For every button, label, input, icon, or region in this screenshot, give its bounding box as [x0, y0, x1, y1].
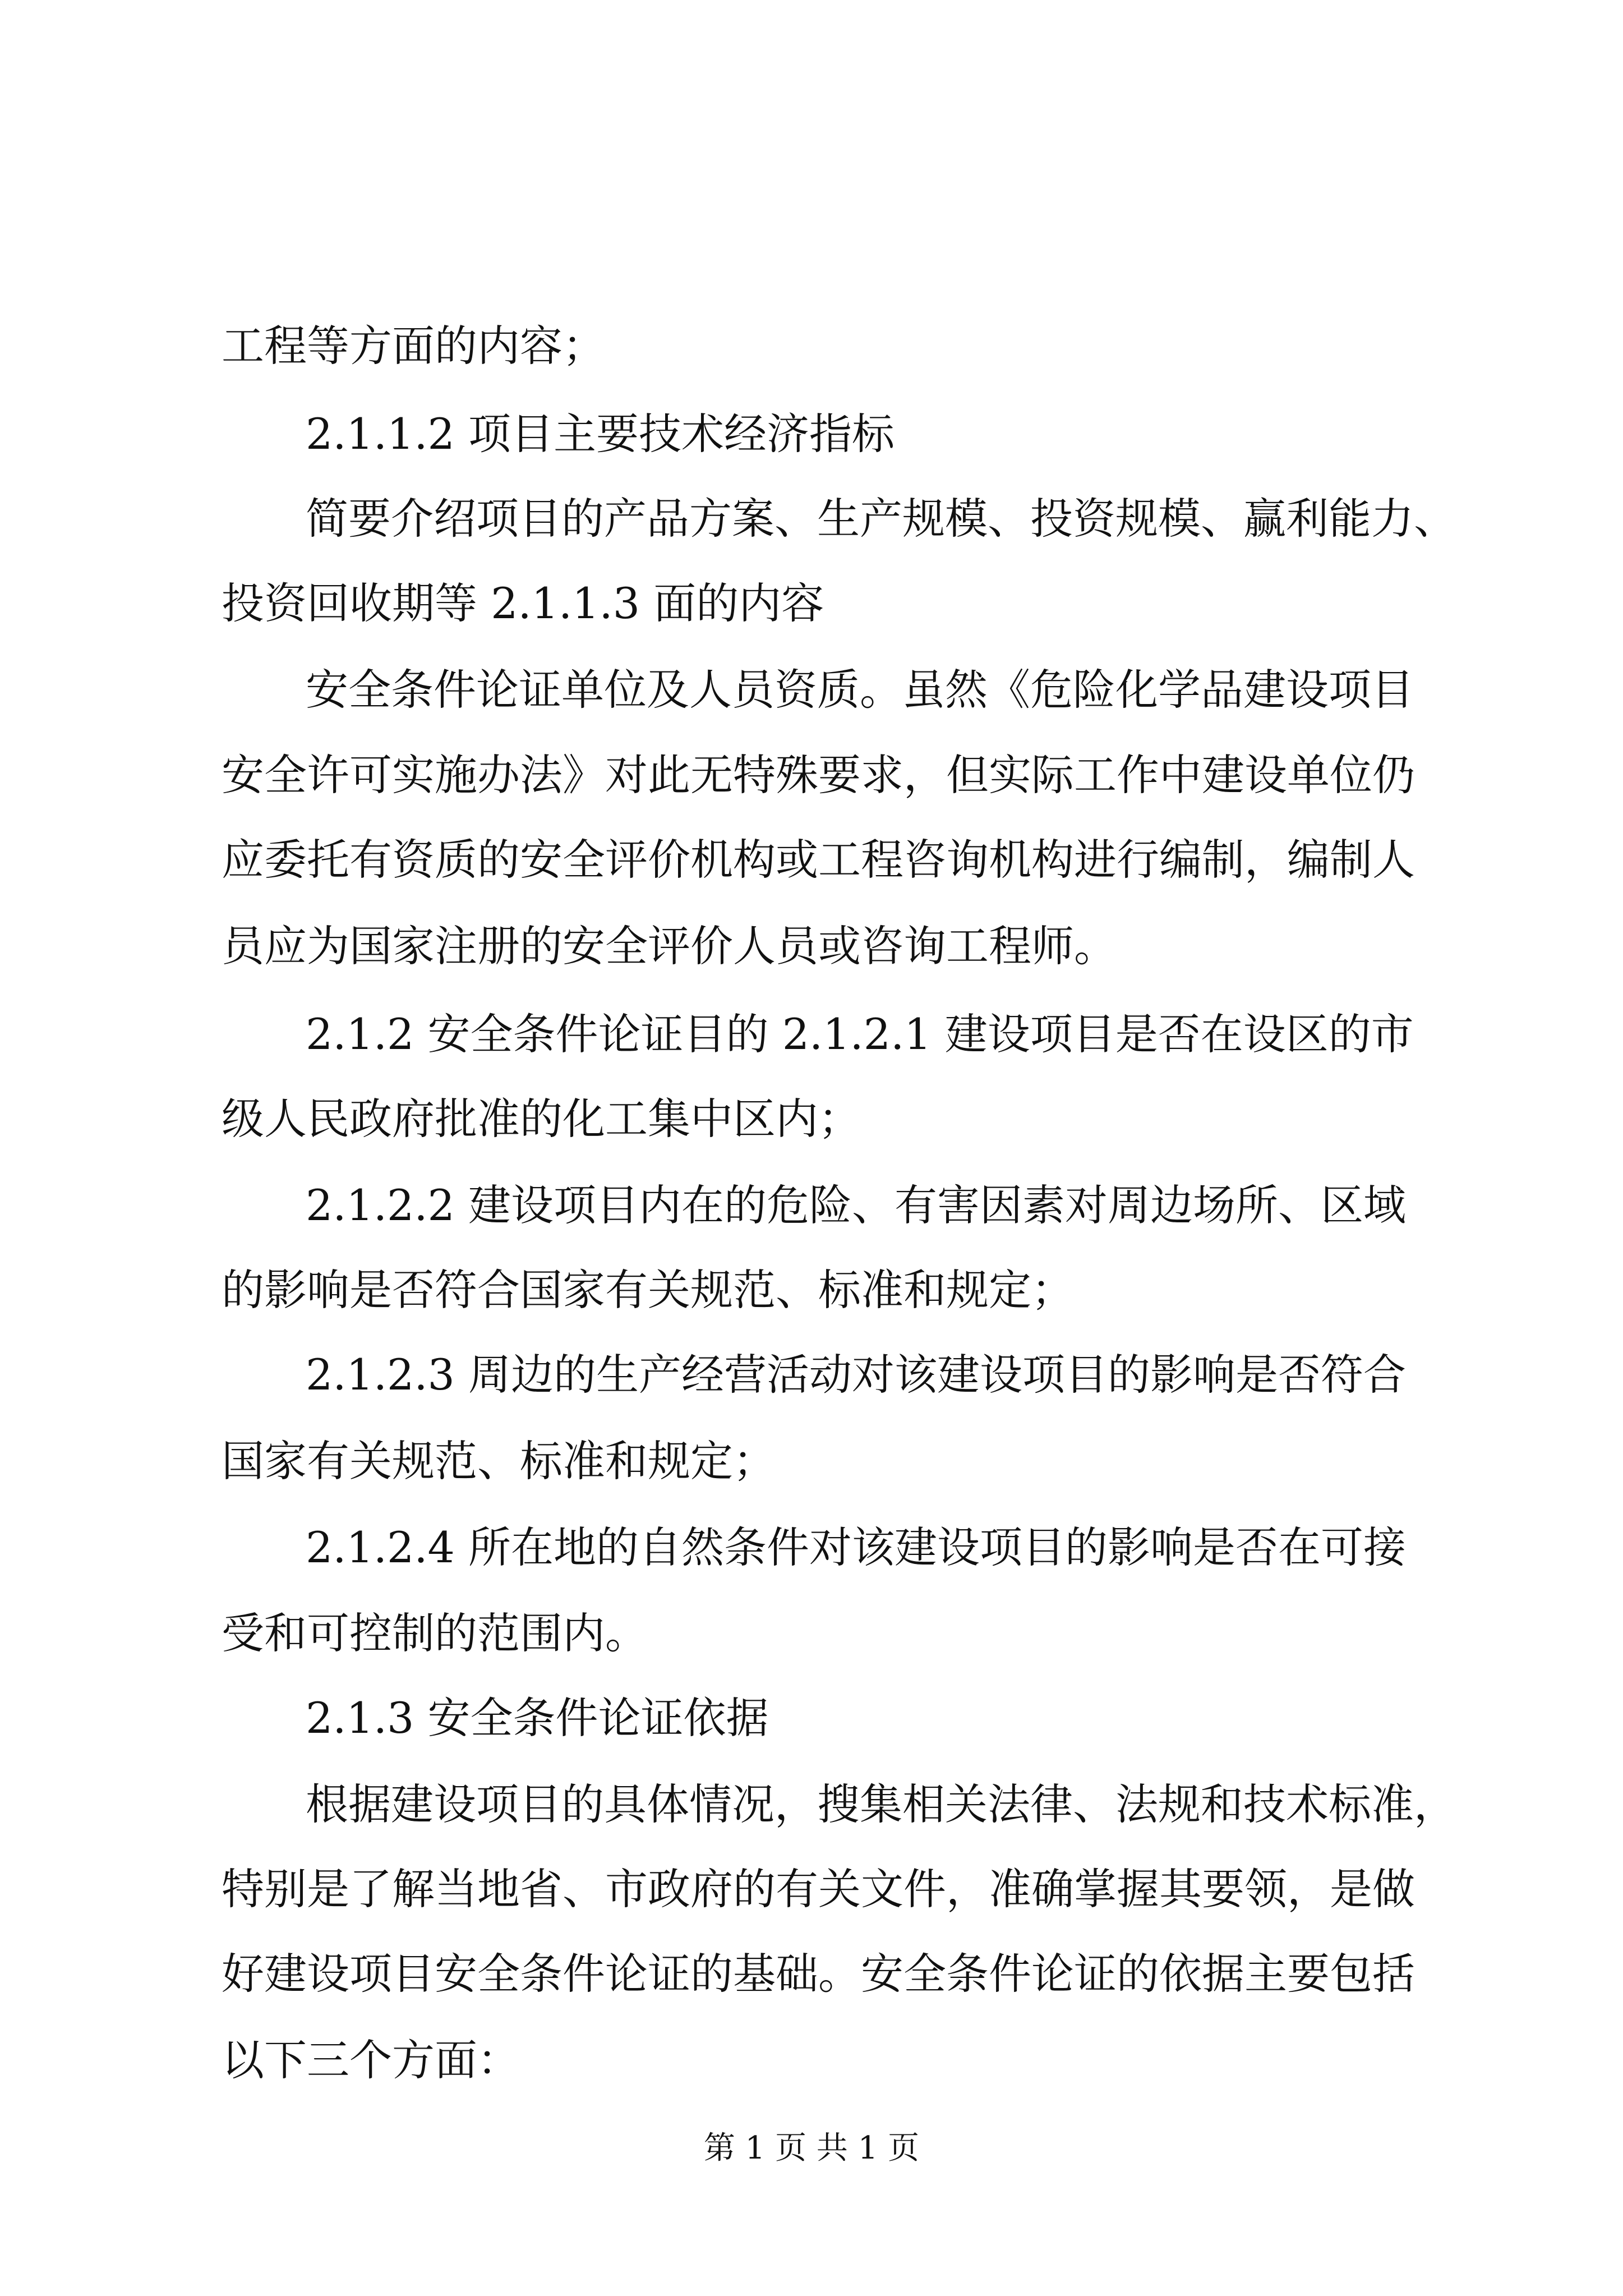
text-line: 国家有关规范、标准和规定；	[222, 1436, 776, 1486]
text-line: 员应为国家注册的安全评价人员或咨询工程师。	[222, 921, 1117, 971]
text-line: 应委托有资质的安全评价机构或工程咨询机构进行编制，编制人	[222, 835, 1415, 885]
text-line: 简要介绍项目的产品方案、生产规模、投资规模、赢利能力、	[306, 494, 1456, 544]
text-line: 2.1.2.2 建设项目内在的危险、有害因素对周边场所、区域	[306, 1180, 1407, 1230]
section-heading: 2.1.3 安全条件论证依据	[306, 1693, 769, 1743]
text-line: 根据建设项目的具体情况，搜集相关法律、法规和技术标准，	[306, 1779, 1456, 1829]
text-line: 2.1.2.4 所在地的自然条件对该建设项目的影响是否在可接	[306, 1522, 1407, 1572]
text-line: 安全许可实施办法》对此无特殊要求，但实际工作中建设单位仍	[222, 750, 1415, 800]
text-line: 工程等方面的内容；	[222, 321, 605, 371]
text-line: 安全条件论证单位及人员资质。虽然《危险化学品建设项目	[306, 665, 1414, 715]
text-line: 好建设项目安全条件论证的基础。安全条件论证的依据主要包括	[222, 1949, 1415, 1999]
text-line: 的影响是否符合国家有关规范、标准和规定；	[222, 1265, 1074, 1315]
text-line: 受和可控制的范围内。	[222, 1608, 648, 1658]
text-line: 特别是了解当地省、市政府的有关文件，准确掌握其要领，是做	[222, 1864, 1415, 1914]
text-line: 2.1.2.3 周边的生产经营活动对该建设项目的影响是否符合	[306, 1350, 1407, 1400]
text-line: 2.1.2 安全条件论证目的 2.1.2.1 建设项目是否在设区的市	[306, 1009, 1414, 1059]
text-line: 投资回收期等 2.1.1.3 面的内容	[222, 578, 824, 628]
section-heading: 2.1.1.2 项目主要技术经济指标	[306, 409, 895, 459]
page-footer: 第 1 页 共 1 页	[703, 2130, 920, 2166]
text-line: 以下三个方面：	[222, 2035, 520, 2085]
text-line: 级人民政府批准的化工集中区内；	[222, 1094, 861, 1144]
